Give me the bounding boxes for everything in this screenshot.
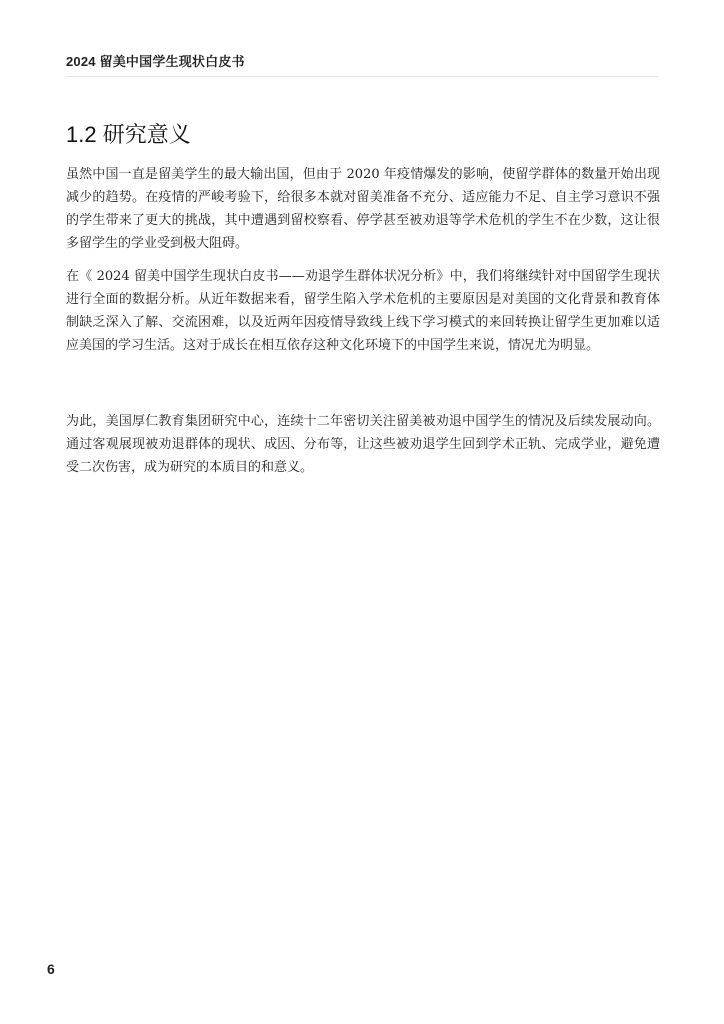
running-header-title: 2024 留美中国学生现状白皮书 [66,54,245,69]
page-number: 6 [47,961,55,977]
body-paragraph: 虽然中国一直是留美学生的最大输出国，但由于 2020 年疫情爆发的影响，使留学群体的数量开始出现减少的趋势。在疫情的严峻考验下，给很多本就对留美准备不充分、适应能力不足、自主学习意识不强的学生带来了更大的挑战，其中遭遇到留校察看、停学甚至被劝退等学术危机的学生不在少数，这让很多留学生的学业受到极大阻碍。 [66,167,660,251]
section-heading: 1.2 研究意义 [66,122,191,147]
body-paragraph: 为此，美国厚仁教育集团研究中心，连续十二年密切关注留美被劝退中国学生的情况及后续发展动向。通过客观展现被劝退群体的现状、成因、分布等，让这些被劝退学生回到学术正轨、完成学业，避免遭受二次伤害，成为研究的本质目的和意义。 [66,414,660,475]
body-paragraph: 在《 2024 留美中国学生现状白皮书——劝退学生群体状况分析》中，我们将继续针对中国留学生现状进行全面的数据分析。从近年数据来看，留学生陷入学术危机的主要原因是对美国的文化背景和教育体制缺乏深入了解、交流困难，以及近两年因疫情导致线上线下学习模式的来回转换让留学生更加难以适应美国的学习生活。这对于成长在相互依存这种文化环境下的中国学生来说，情况尤为明显。 [66,269,660,353]
header-divider [66,76,658,77]
